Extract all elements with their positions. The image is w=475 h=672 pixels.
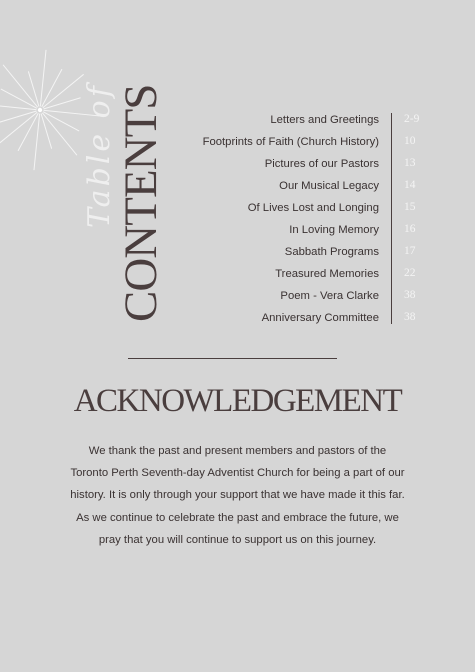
- toc-entry-label: Footprints of Faith (Church History): [202, 136, 379, 148]
- toc-entry-label: Sabbath Programs: [284, 246, 379, 258]
- starburst-ray: [40, 50, 46, 106]
- toc-entry-label: Anniversary Committee: [261, 312, 379, 324]
- toc-entry-page: 16: [404, 223, 416, 235]
- toc-entry-page: 15: [404, 201, 416, 213]
- toc-entry-label: Poem - Vera Clarke: [280, 290, 379, 302]
- toc-entry-page: 22: [404, 267, 416, 279]
- toc-entry-label: Pictures of our Pastors: [264, 158, 379, 170]
- toc-entry[interactable]: [170, 242, 440, 264]
- toc-entry-label: In Loving Memory: [289, 224, 379, 236]
- toc-entry[interactable]: [170, 308, 440, 330]
- section-divider: [128, 358, 337, 359]
- toc-entry-page: 14: [404, 179, 416, 191]
- table-of-contents: [170, 110, 440, 330]
- acknowledgement-title: ACKNOWLEDGEMENT: [73, 383, 402, 419]
- toc-entry-page: 13: [404, 157, 416, 169]
- toc-entry-page: 38: [404, 289, 416, 301]
- toc-entry-label: Our Musical Legacy: [279, 180, 379, 192]
- toc-entry[interactable]: [170, 176, 440, 198]
- toc-entry-page: 10: [404, 135, 416, 147]
- starburst-ray: [0, 111, 36, 122]
- starburst-ray: [0, 113, 37, 146]
- starburst-ray: [34, 114, 40, 170]
- toc-entry-page: 2-9: [404, 113, 420, 125]
- toc-entry[interactable]: [170, 154, 440, 176]
- toc-entry[interactable]: [170, 220, 440, 242]
- toc-entry-label: Of Lives Lost and Longing: [247, 202, 379, 214]
- toc-entry-page: 17: [404, 245, 416, 257]
- toc-entry-page: 38: [404, 311, 416, 323]
- toc-entry-label: Treasured Memories: [275, 268, 379, 280]
- starburst-ray: [41, 114, 51, 148]
- toc-entry[interactable]: [170, 198, 440, 220]
- toc-entry[interactable]: [170, 132, 440, 154]
- starburst-ray: [28, 72, 38, 106]
- contents-title: CONTENTS: [115, 84, 167, 322]
- toc-entry[interactable]: [170, 264, 440, 286]
- script-title: Table of: [82, 83, 117, 228]
- toc-entry-label: Letters and Greetings: [270, 114, 379, 126]
- toc-entry[interactable]: [170, 286, 440, 308]
- toc-vertical-rule: [391, 113, 392, 324]
- starburst-ray: [44, 98, 80, 109]
- toc-entry[interactable]: [170, 110, 440, 132]
- acknowledgement-body: We thank the past and present members and pastors of the Toronto Perth Seventh-day Adventist Church for being a part of our history. It is only through your support that we have made it this far. As we continue to celebrate the past and embrace the future, we pray that you will continue to support us on this journey.: [70, 445, 405, 546]
